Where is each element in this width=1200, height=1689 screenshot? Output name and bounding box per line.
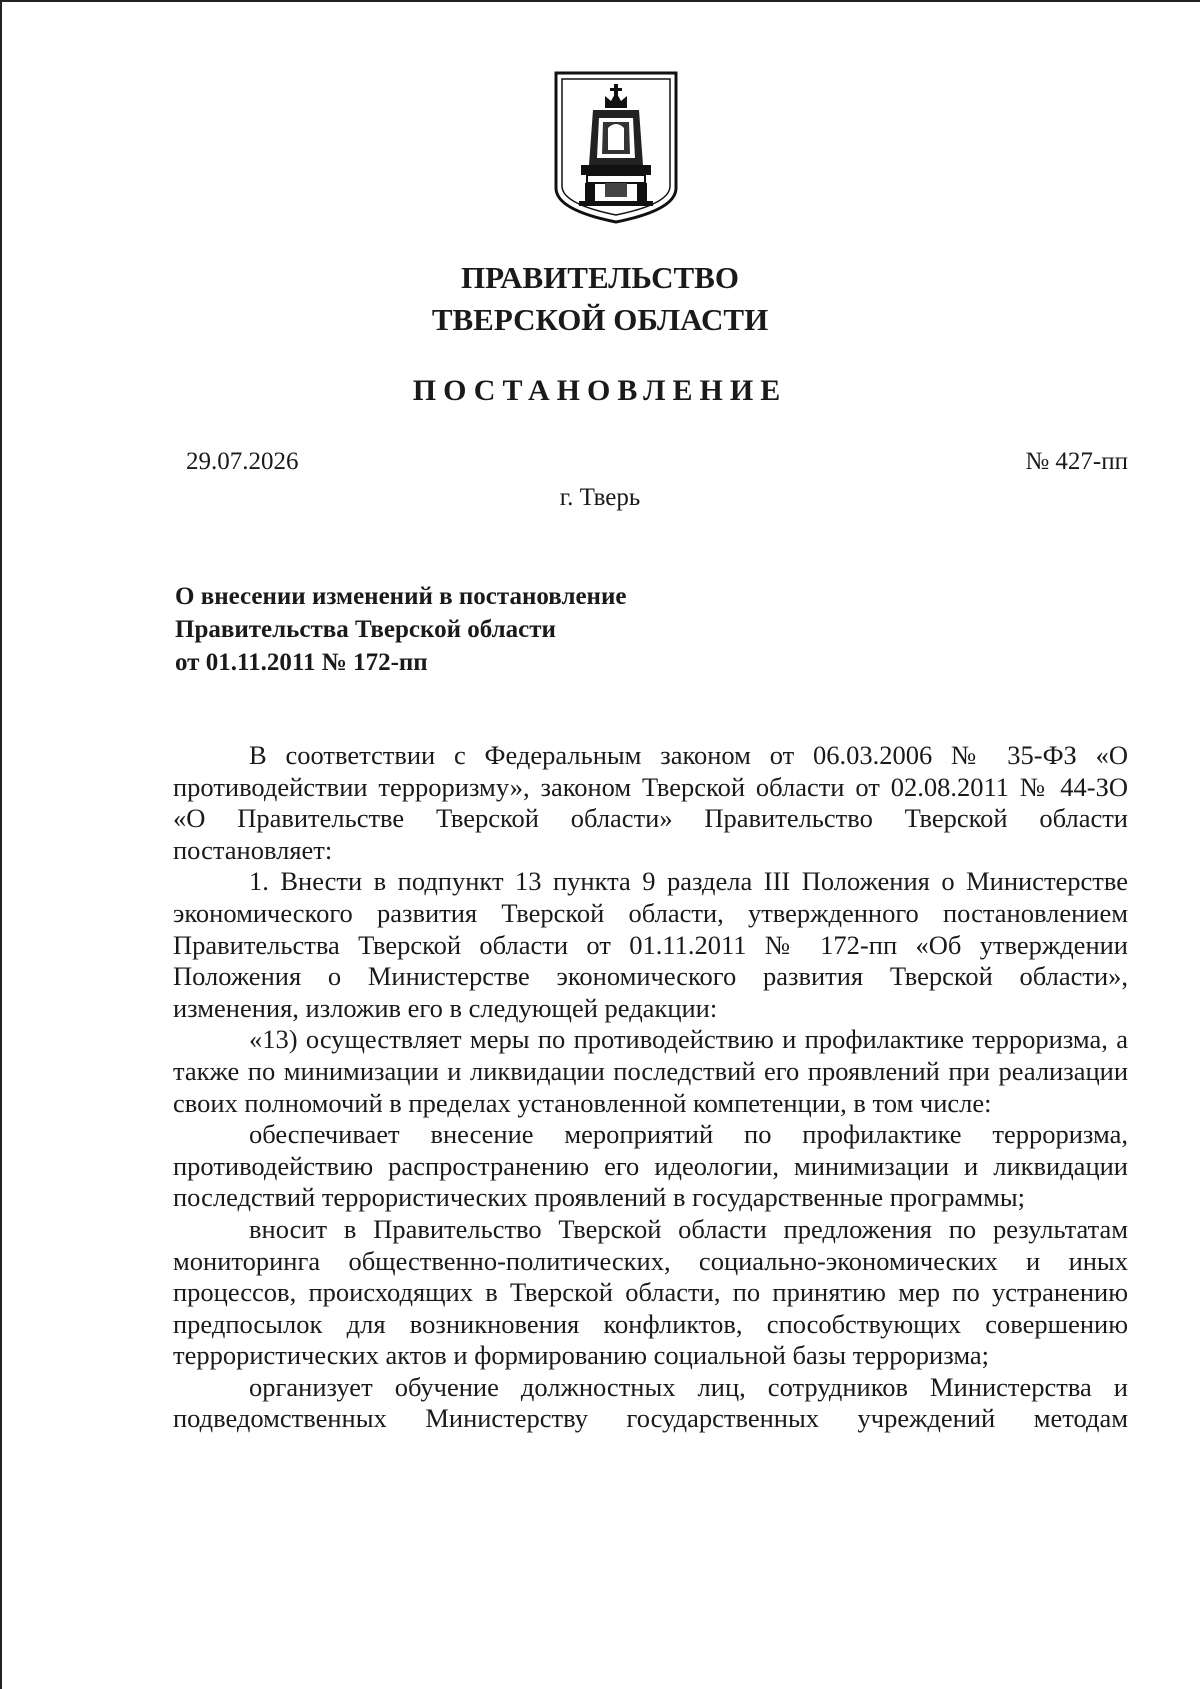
scan-edge-left	[0, 0, 2, 1689]
government-name	[0, 257, 1200, 341]
body-paragraph-clause-1: 1. Внести в подпункт 13 пункта 9 раздела III Положения о Министерстве экономического развития Тверской области, утвержденного постановлением Правительства Тверской области от 01.11.2011 № 172-пп «Об утверждении Положения о Министерстве экономического развития Тверской области», изменения, изложив его в следующей редакции:	[173, 866, 1128, 1023]
subject-line3: от 01.11.2011 № 172-пп	[175, 649, 428, 676]
government-name-line2: ТВЕРСКОЙ ОБЛАСТИ	[431, 302, 769, 337]
coat-of-arms-icon	[553, 70, 679, 226]
body-paragraph-preamble: В соответствии с Федеральным законом от 06.03.2006 № 35-ФЗ «О противодействии терроризму», законом Тверской области от 02.08.2011 № 44-ЗО «О Правительстве Тверской области» Правительство Тверской области постановляет:	[173, 740, 1128, 865]
subject-line2: Правительства Тверской области	[175, 616, 556, 643]
government-name-line1: ПРАВИТЕЛЬСТВО	[461, 260, 739, 295]
document-date: 29.07.2026	[186, 448, 299, 475]
document-city: г. Тверь	[559, 484, 641, 511]
document-body	[173, 740, 1128, 1435]
body-paragraph-measures: обеспечивает внесение мероприятий по профилактике терроризма, противодействию распространению его идеологии, минимизации и ликвидации последствий террористических проявлений в государственные программы;	[173, 1119, 1128, 1213]
body-paragraph-proposals: вносит в Правительство Тверской области предложения по результатам мониторинга общественно-политических, социально-экономических и иных процессов, происходящих в Тверской области, по принятию мер по устранению предпосылок для возникновения конфликтов, способствующих совершению террористических актов и формированию социальной базы терроризма;	[173, 1213, 1128, 1371]
subject-line1: О внесении изменений в постановление	[175, 583, 627, 610]
document-type: ПОСТАНОВЛЕНИЕ	[412, 374, 788, 407]
scan-edge-top	[0, 0, 1200, 2]
document-number: № 427-пп	[1025, 448, 1128, 475]
body-paragraph-training: организует обучение должностных лиц, сотрудников Министерства и подведомственных Министерству государственных учреждений методам	[173, 1371, 1128, 1434]
body-paragraph-subclause-13: «13) осуществляет меры по противодействию и профилактике терроризма, а также по минимизации и ликвидации последствий его проявлений при реализации своих полномочий в пределах установленной компетенции, в том числе:	[173, 1024, 1128, 1118]
document-subject	[175, 580, 626, 679]
